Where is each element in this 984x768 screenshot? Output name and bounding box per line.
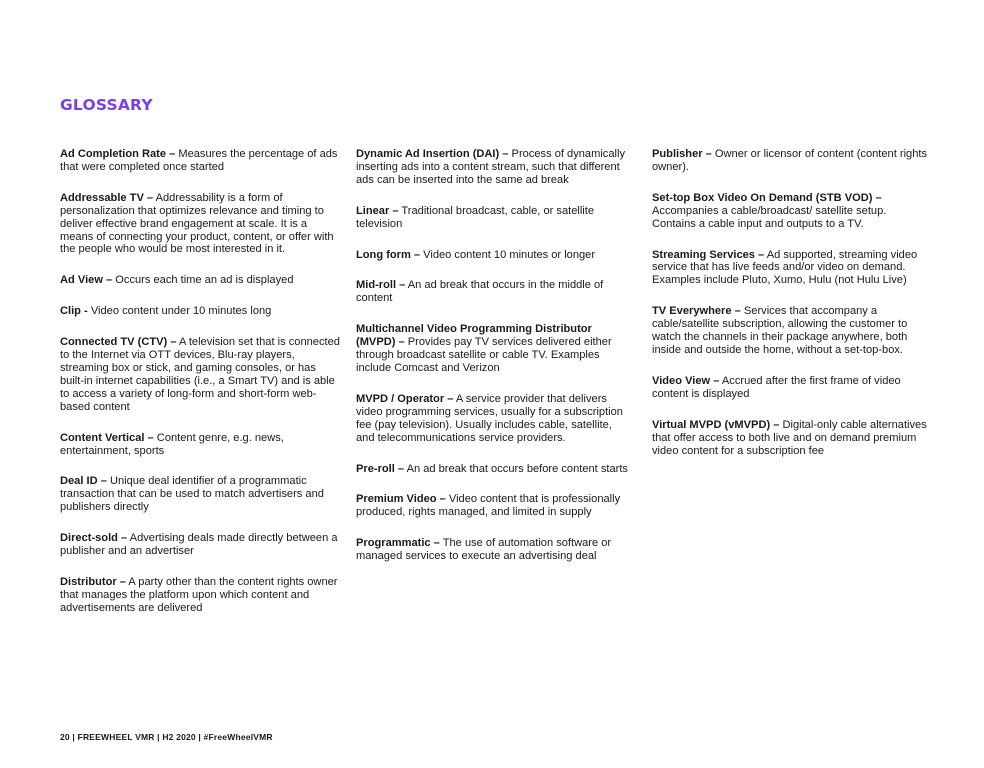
glossary-definition: Owner or licensor of content (content rights owner). xyxy=(652,148,928,173)
glossary-definition: A television set that is connected to the Internet via OTT devices, Blu-ray players, streaming box or stick, and gaming consoles, or has built-in internet capabilities (i.e., a Smart TV) and is able to access a variety of long-form and short-form web-based content xyxy=(60,336,340,413)
glossary-entry xyxy=(652,419,928,458)
glossary-entry xyxy=(60,475,340,514)
glossary-definition: Provides pay TV services delivered either through broadcast satellite or cable TV. Examples include Comcast and Verizon xyxy=(356,336,612,374)
glossary-entry xyxy=(356,148,632,187)
glossary-definition: A service provider that delivers video programming services, usually for a subscription fee (pay television). Usually includes cable, satellite, and telecommunications service providers. xyxy=(356,392,623,444)
glossary-definition: Measures the percentage of ads that were completed once started xyxy=(60,148,338,173)
glossary-definition: Advertising deals made directly between a publisher and an advertiser xyxy=(60,532,338,558)
glossary-term: Ad View – xyxy=(60,274,113,287)
glossary-entry xyxy=(652,192,928,231)
glossary-definition: A party other than the content rights owner that manages the platform upon which content and advertisements are delivered xyxy=(60,575,338,614)
glossary-term: MVPD / Operator – xyxy=(356,392,454,405)
glossary-entry xyxy=(652,148,928,174)
glossary-entry xyxy=(356,249,632,262)
glossary-definition: An ad break that occurs before content starts xyxy=(404,462,628,475)
glossary-term: Connected TV (CTV) – xyxy=(60,336,177,349)
glossary-term: Long form – xyxy=(356,248,421,261)
glossary-entry xyxy=(60,432,340,458)
glossary-term: Clip - xyxy=(60,305,88,318)
glossary-entry xyxy=(60,148,340,174)
glossary-definition: Unique deal identifier of a programmatic transaction that can be used to match advertisers and publishers directly xyxy=(60,475,324,514)
glossary-term: Ad Completion Rate – xyxy=(60,148,176,160)
glossary-definition: Ad supported, streaming video service that has live feeds and/or video on demand. Examples include Pluto, Xumo, Hulu (not Hulu Live) xyxy=(652,248,918,287)
glossary-term: Programmatic – xyxy=(356,537,440,550)
glossary-entry xyxy=(356,537,632,563)
glossary-column-3 xyxy=(652,148,928,475)
glossary-term: Deal ID – xyxy=(60,475,107,488)
glossary-entry xyxy=(356,279,632,305)
glossary-entry xyxy=(652,305,928,357)
glossary-term: Premium Video – xyxy=(356,493,446,506)
glossary-entry xyxy=(356,323,632,375)
glossary-entry xyxy=(652,249,928,288)
glossary-term: Dynamic Ad Insertion (DAI) – xyxy=(356,148,509,160)
glossary-definition: Traditional broadcast, cable, or satellite television xyxy=(356,204,595,230)
glossary-term: Set-top Box Video On Demand (STB VOD) – xyxy=(652,191,882,204)
glossary-entry xyxy=(60,336,340,413)
glossary-definition: Accrued after the first frame of video content is displayed xyxy=(652,374,901,400)
glossary-definition: Process of dynamically inserting ads into a content stream, such that different ads can be inserted into the same ad break xyxy=(356,148,625,186)
glossary-term: Mid-roll – xyxy=(356,279,406,292)
glossary-term: Publisher – xyxy=(652,148,712,160)
glossary-term: TV Everywhere – xyxy=(652,305,741,318)
glossary-definition: Content genre, e.g. news, entertainment, sports xyxy=(60,431,284,457)
glossary-entry xyxy=(652,375,928,401)
glossary-definition: Services that accompany a cable/satellite subscription, allowing the customer to watch the channels in their package anywhere, both inside and outside the home, without a set-top-box. xyxy=(652,305,908,356)
glossary-definition: Addressability is a form of personalization that optimizes relevance and timing to deliver effective brand engagement at scale. It is a means of connecting your product, content, or offer with the people who would be most interested in it. xyxy=(60,191,334,256)
glossary-term: Addressable TV – xyxy=(60,191,154,204)
glossary-term: Video View – xyxy=(652,374,720,387)
glossary-definition: Video content 10 minutes or longer xyxy=(420,248,596,261)
glossary-term: Virtual MVPD (vMVPD) – xyxy=(652,418,780,431)
glossary-definition: Occurs each time an ad is displayed xyxy=(112,274,294,287)
glossary-term: Linear – xyxy=(356,204,399,217)
glossary-term: Content Vertical – xyxy=(60,431,154,444)
glossary-definition: Video content under 10 minutes long xyxy=(87,305,272,318)
glossary-term: Direct-sold – xyxy=(60,532,128,545)
glossary-entry xyxy=(356,205,632,231)
glossary-definition: Video content that is professionally produced, rights managed, and limited in supply xyxy=(356,493,621,519)
glossary-entry xyxy=(60,274,340,287)
glossary-entry xyxy=(60,305,340,318)
glossary-entry xyxy=(356,463,632,476)
glossary-column-1 xyxy=(60,148,340,633)
glossary-entry xyxy=(60,192,340,257)
glossary-definition: Accompanies a cable/broadcast/ satellite setup. Contains a cable input and outputs to a TV. xyxy=(652,204,887,230)
glossary-definition: An ad break that occurs in the middle of content xyxy=(356,279,604,305)
page-footer: 20 | FREEWHEEL VMR | H2 2020 | #FreeWheelVMR xyxy=(60,732,273,742)
glossary-entry xyxy=(60,576,340,615)
glossary-term: Multichannel Video Programming Distributor (MVPD) – xyxy=(356,323,592,349)
glossary-definition: Digital-only cable alternatives that offer access to both live and on demand premium video content for a subscription fee xyxy=(652,418,927,457)
glossary-entry xyxy=(356,393,632,445)
glossary-term: Pre-roll – xyxy=(356,462,405,475)
glossary-column-2 xyxy=(356,148,632,581)
page-title: GLOSSARY xyxy=(60,96,153,114)
glossary-entry xyxy=(356,493,632,519)
glossary-term: Streaming Services – xyxy=(652,248,765,261)
glossary-definition: The use of automation software or managed services to execute an advertising deal xyxy=(356,537,612,563)
glossary-entry xyxy=(60,532,340,558)
glossary-term: Distributor – xyxy=(60,575,126,588)
